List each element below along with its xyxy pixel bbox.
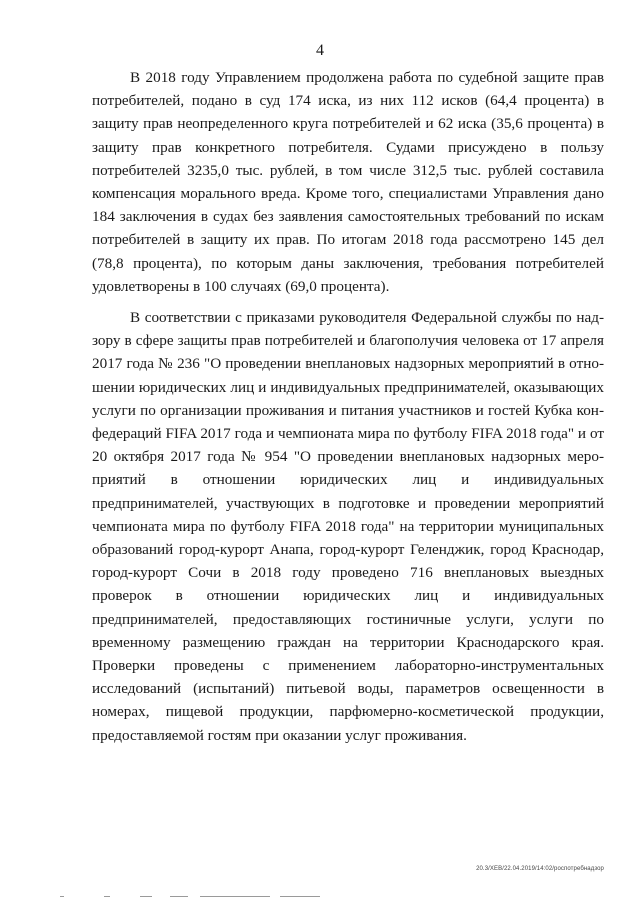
scan-artifact-lines — [60, 896, 420, 900]
page-number: 4 — [316, 42, 324, 59]
paragraph-court-protection: В 2018 году Управлением продолжена работа по судебной защите прав потребителей, подано в суд 174 иска, из них 112 исков (64,4 процента) в защиту прав неопределенного круга потребителей и 62 иска (35,6 процента) в защиту прав конкретного потребителя. Судами присуждено в пользу потребителей 3235,0 тыс. рублей, в том числе 312,5 тыс. рублей составила компенсация морального вреда. Кроме того, специалистами Управления дано 184 заключения в судах без заявления самостоятельных требований по искам потребителей в защиту их прав. По итогам 2018 года рассмотрено 145 дел (78,8 процента), по которым даны заключения, требования потребителей удовлетворены в 100 случаях (69,0 процента). — [92, 69, 604, 295]
document-footer-reference: 20.3/XEB/22.04.2019/14:02/роспотребнадзор — [476, 866, 604, 872]
paragraph-fifa-inspections: В соответствии с приказами руководителя Федеральной службы по надзору в сфере защиты прав потребителей и благополучия человека от 17 апреля 2017 года № 236 "О проведении внеплановых надзорных мероприятий в отношении юридических лиц и индивидуальных предпринимателей, оказывающих услуги по организации проживания и питания участников и гостей Кубка конфедераций FIFA 2017 года и чемпионата мира по футболу FIFA 2018 года" и от 20 октября 2017 года № 954 "О проведении внеплановых надзорных мероприятий в отношении юридических лиц и индивидуальных предпринимателей, участвующих в подготовке и проведении мероприятий чемпионата мира по футболу FIFA 2018 года" на территории муниципальных образований город-курорт Анапа, город-курорт Геленджик, город Краснодар, город-курорт Сочи в 2018 году проведено 716 внеплановых выездных проверок в отношении юридических лиц и индивидуальных предпринимателей, предоставляющих гостиничные услуги, услуги по временному размещению граждан на территории Краснодарского края. Проверки проведены с применением лабораторно-инструментальных исследований (испытаний) питьевой воды, параметров освещенности в номерах, пищевой продукции, парфюмерно-косметической продукции, предоставляемой гостям при оказании услуг проживания. — [92, 309, 604, 744]
document-body — [92, 66, 604, 747]
